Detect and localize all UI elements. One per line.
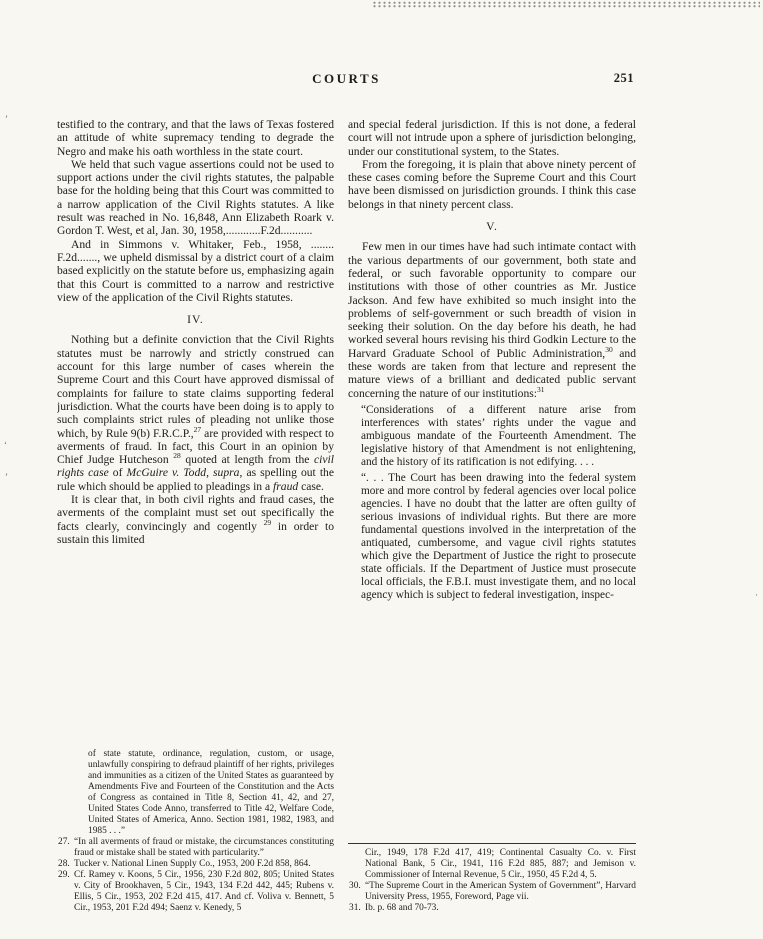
section-heading: V.: [486, 220, 498, 234]
scan-artifact-mark: ’: [5, 114, 8, 124]
paragraph: It is clear that, in both civil rights and fraud cases, the averments of the complaint must set out specifically the facts clearly, convincingly and cogently $^{29}$ in order to sustain this limited: [57, 493, 334, 546]
footnote-number: 29.: [58, 870, 70, 880]
left-column-body: [57, 118, 334, 546]
scan-artifact-mark: ’: [5, 472, 8, 482]
scan-artifact-mark: ·: [755, 590, 758, 600]
footnote-text: Ib. p. 68 and 70-73.: [365, 903, 439, 913]
paragraph: testified to the contrary, and that the laws of Texas fostered an attitude of white supremacy tending to degrade the Negro and make his oath worthless in the state court.: [57, 118, 334, 158]
paragraph: From the foregoing, it is plain that above ninety percent of these cases coming before the Supreme Court and this Court have been dismissed on jurisdiction grounds. I think this case belongs in that ninety percent class.: [348, 157, 636, 211]
footnote-reference: 28: [173, 451, 181, 461]
paragraph: We held that such vague assertions could not be used to support actions under the civil rights statutes, the palpable base for the holding being that this Court was committed to a narrow application of the Civil Rights statutes. A like result was reached in No. 16,848, Ann Elizabeth Roark v. Gordon T. West, et al, Jan. 30, 1958,............F.2d...........: [57, 157, 334, 238]
footnote: [348, 903, 636, 914]
section-heading: IV.: [187, 313, 204, 327]
text-columns: [57, 118, 636, 914]
footnote-text: “The Supreme Court in the American System of Government”, Harvard University Press, 1955, Foreword, Page vii.: [365, 881, 636, 902]
footnote-reference: 29: [263, 517, 272, 527]
right-column: [348, 118, 636, 914]
running-head-title: COURTS: [312, 71, 381, 86]
footnote-number: 27.: [58, 837, 70, 847]
footnote-text: of state statute, ordinance, regulation, custom, or usage, unlawfully conspiring to defraud plaintiff of her rights, privileges and immunities as a citizen of the United States as guaranteed by Amendments Five and Fourteen of the Constitution and the Acts of Congress as contained in Title 8, Section 41, 42, and 27, United States Code Anno, transferred to Title 42, Welfare Code, United States of America, Anno. Section 1981, 1982, 1983, and 1985 . . .”: [88, 749, 334, 836]
footnote-text: Cf. Ramey v. Koons, 5 Cir., 1956, 230 F.2d 802, 805; United States v. City of Brookhaven, 5 Cir., 1943, 134 F.2d 442, 445; Rubens v. Ellis, 5 Cir., 1953, 202 F.2d 415, 417. And cf. Voliva v. Bennett, 5 Cir., 1953, 201 F.2d 494; Saenz v. Kenedy, 5: [74, 870, 334, 913]
footnote-number: 30.: [349, 881, 361, 891]
footnote-number: 31.: [349, 903, 361, 913]
right-column-body: [348, 118, 636, 602]
footnote-reference: 27: [193, 424, 202, 434]
paragraph: Few men in our times have had such intimate contact with the various departments of our government, both state and federal, or such favorable opportunity to compare our institutions with those of other countries as Mr. Justice Jackson. And few have exhibited so much insight into the problems of self-government or such breadth of vision in seeking their solution. On the day before his death, he had worked several hours revising his third Godkin Lecture to the Harvard Graduate School of Public Administration,$^{30}$ and these words are taken from that lecture and represent the mature views of a brilliant and dedicated public servant concerning the nature of our institutions:$^{31}$: [348, 240, 636, 400]
footnote: [57, 859, 334, 870]
footnote-text: Tucker v. National Linen Supply Co., 1953, 200 F.2d 858, 864.: [74, 859, 311, 869]
right-column-footnotes: [348, 843, 636, 914]
paragraph: Nothing but a definite conviction that the Civil Rights statutes must be narrowly and strictly construed can account for this large number of cases wherein the Supreme Court and this Court have approved dismissal of complaints for failure to state claims supporting federal jurisdiction. What the courts have been doing is to apply to such complaints strict rules of pleading not unlike those which, by Rule 9(b) F.R.C.P.,$^{27}$ are provided with respect to averments of fraud. In fact, this Court in an opinion by Chief Judge Hutcheson $^{28}$ quoted at length from the civil rights case of McGuire v. Todd, supra, as spelling out the rule which should be applied to pleadings in a fraud case.: [57, 333, 334, 493]
page-header: [57, 71, 636, 87]
block-quote: “. . . The Court has been drawing into the federal system more and more control by federal agencies over local police agencies. I have no doubt that the latter are often guilty of serious invasions of individual rights. But there are more fundamental questions involved in the interpretation of the antiquated, cumbersome, and vague civil rights statutes which give the Department of Justice the right to prosecute state officials. If the Department of Justice must prosecute local officials, the F.B.I. must investigate them, and no local agency which is subject to federal investigation, inspec-: [361, 471, 636, 601]
footnote-continuation: [348, 848, 636, 881]
scan-artifact-dots: [372, 1, 760, 8]
block-quote: “Considerations of a different nature arise from interferences with states’ rights under the vague and ambiguous mandate of the Fourteenth Amendment. The legislative history of that Amendment is not enlightening, and the history of its ratification is not edifying. . . .: [361, 403, 636, 468]
footnote-text: Cir., 1949, 178 F.2d 417, 419; Continental Casualty Co. v. First National Bank, 5 Cir., 1941, 116 F.2d 885, 887; and Jemison v. Commissioner of Internal Revenue, 5 Cir., 1950, 45 F.2d 4, 5.: [365, 848, 636, 880]
page-number: 251: [613, 71, 634, 85]
footnote-continuation: [57, 749, 334, 837]
footnote-separator-rule: [348, 843, 636, 844]
footnote: [348, 881, 636, 903]
left-column-footnotes: [57, 749, 334, 914]
footnote-text: “In all averments of fraud or mistake, the circumstances constituting fraud or mistake shall be stated with particularity.”: [74, 837, 334, 858]
footnote: [57, 870, 334, 914]
paragraph: And in Simmons v. Whitaker, Feb., 1958, ........ F.2d......., we upheld dismissal by a district court of a claim based explicitly on the statute before us, emphasizing again that this Court is committed to a narrow and restrictive view of the application of the Civil Rights statutes.: [57, 237, 334, 304]
paragraph: and special federal jurisdiction. If this is not done, a federal court will not intrude upon a sphere of jurisdiction belonging, under our constitutional system, to the States.: [348, 118, 636, 158]
footnote: [57, 837, 334, 859]
scan-artifact-mark: ‘: [4, 440, 7, 450]
left-column: [57, 118, 334, 914]
footnote-reference: 30: [605, 344, 613, 354]
footnote-number: 28.: [58, 859, 70, 869]
footnote-reference: 31: [537, 384, 545, 394]
